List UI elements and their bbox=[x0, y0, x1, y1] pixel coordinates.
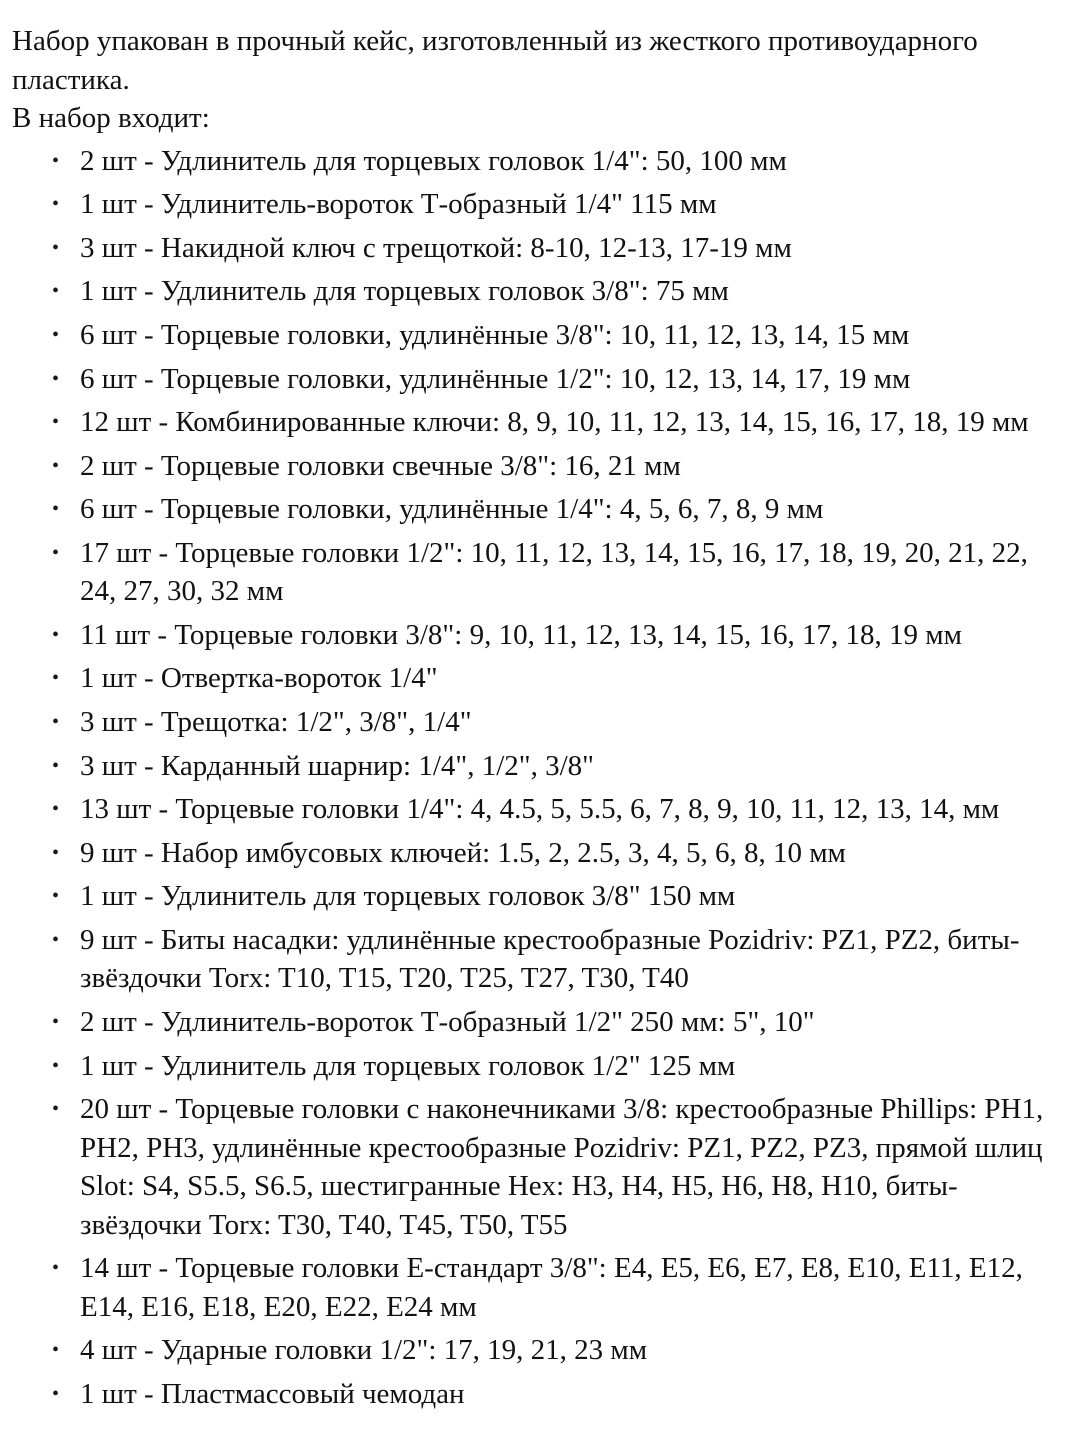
list-item: • 2 шт - Торцевые головки свечные 3/8": 16, 21 мм bbox=[12, 447, 1054, 486]
list-item: • 1 шт - Удлинитель-вороток Т-образный 1/4" 115 мм bbox=[12, 185, 1054, 224]
list-item: • 12 шт - Комбинированные ключи: 8, 9, 10, 11, 12, 13, 14, 15, 16, 17, 18, 19 мм bbox=[12, 403, 1054, 442]
list-item: • 9 шт - Биты насадки: удлинённые крестообразные Pozidriv: PZ1, PZ2, биты-звёздочки Torx: T10, T15, T20, T25, T27, T30, T40 bbox=[12, 921, 1054, 998]
list-item: • 14 шт - Торцевые головки Е-стандарт 3/8": Е4, Е5, Е6, Е7, Е8, Е10, Е11, Е12, Е14, Е16, Е18, Е20, Е22, Е24 мм bbox=[12, 1249, 1054, 1326]
list-item: • 6 шт - Торцевые головки, удлинённые 1/4": 4, 5, 6, 7, 8, 9 мм bbox=[12, 490, 1054, 529]
contents-list bbox=[12, 142, 1054, 1414]
list-item: • 20 шт - Торцевые головки с наконечниками 3/8: крестообразные Phillips: PH1, PH2, PH3, удлинённые крестообразные Pozidriv: PZ1, PZ2, PZ3, прямой шлиц Slot: S4, S5.5, S6.5, шестигранные Hex: H3, H4, H5, H6, H8, H10, биты-звёздочки Torx: T30, T40, T45, T50, T55 bbox=[12, 1090, 1054, 1244]
list-item: • 4 шт - Ударные головки 1/2": 17, 19, 21, 23 мм bbox=[12, 1331, 1054, 1370]
list-item: • 1 шт - Удлинитель для торцевых головок 3/8": 75 мм bbox=[12, 272, 1054, 311]
list-item: • 1 шт - Отвертка-вороток 1/4" bbox=[12, 659, 1054, 698]
list-item: • 1 шт - Удлинитель для торцевых головок 3/8" 150 мм bbox=[12, 877, 1054, 916]
list-item: • 3 шт - Трещотка: 1/2", 3/8", 1/4" bbox=[12, 703, 1054, 742]
list-item: • 6 шт - Торцевые головки, удлинённые 1/2": 10, 12, 13, 14, 17, 19 мм bbox=[12, 360, 1054, 399]
list-item: • 1 шт - Удлинитель для торцевых головок 1/2" 125 мм bbox=[12, 1047, 1054, 1086]
list-item: • 2 шт - Удлинитель-вороток Т-образный 1/2" 250 мм: 5", 10" bbox=[12, 1003, 1054, 1042]
list-item: • 9 шт - Набор имбусовых ключей: 1.5, 2, 2.5, 3, 4, 5, 6, 8, 10 мм bbox=[12, 834, 1054, 873]
list-item: • 3 шт - Накидной ключ с трещоткой: 8-10, 12-13, 17-19 мм bbox=[12, 229, 1054, 268]
list-item: • 11 шт - Торцевые головки 3/8": 9, 10, 11, 12, 13, 14, 15, 16, 17, 18, 19 мм bbox=[12, 616, 1054, 655]
intro-paragraph: Набор упакован в прочный кейс, изготовленный из жесткого противоударного пластика. bbox=[12, 25, 978, 96]
list-item: • 17 шт - Торцевые головки 1/2": 10, 11, 12, 13, 14, 15, 16, 17, 18, 19, 20, 21, 22, 24, 27, 30, 32 мм bbox=[12, 534, 1054, 611]
list-item: • 1 шт - Пластмассовый чемодан bbox=[12, 1375, 1054, 1414]
list-item: • 13 шт - Торцевые головки 1/4": 4, 4.5, 5, 5.5, 6, 7, 8, 9, 10, 11, 12, 13, 14, мм bbox=[12, 790, 1054, 829]
list-item: • 2 шт - Удлинитель для торцевых головок 1/4": 50, 100 мм bbox=[12, 142, 1054, 181]
list-item: • 6 шт - Торцевые головки, удлинённые 3/8": 10, 11, 12, 13, 14, 15 мм bbox=[12, 316, 1054, 355]
list-heading: В набор входит: bbox=[12, 102, 210, 135]
list-item: • 3 шт - Карданный шарнир: 1/4", 1/2", 3/8" bbox=[12, 747, 1054, 786]
